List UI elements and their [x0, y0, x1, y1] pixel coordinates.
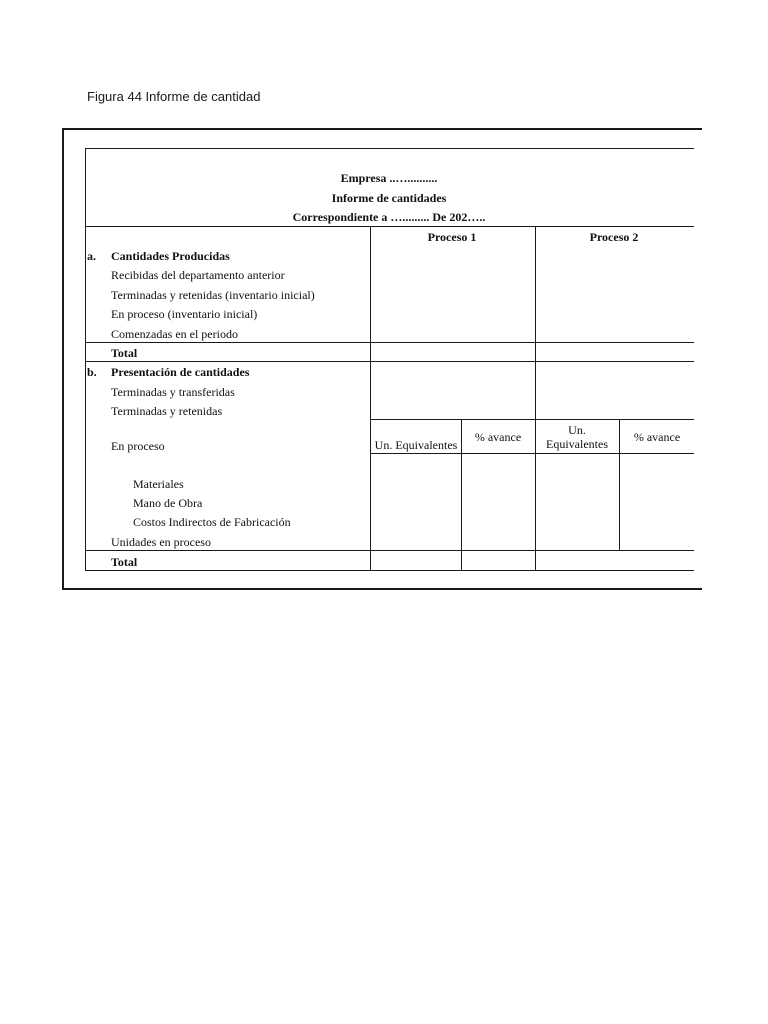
report-title: Informe de cantidades	[331, 191, 447, 205]
total-b-label: Total	[111, 555, 138, 569]
total-a-label: Total	[111, 346, 138, 360]
row-label: En proceso (inventario inicial)	[111, 307, 258, 321]
company-line: Empresa ..…..........	[340, 171, 438, 185]
column-proceso-1: Proceso 1	[427, 230, 477, 244]
sub-row-label: Materiales	[133, 477, 184, 491]
period-line: Correspondiente a …......... De 202…..	[292, 210, 486, 224]
section-b-title: Presentación de cantidades	[111, 365, 250, 379]
column-proceso-2: Proceso 2	[589, 230, 639, 244]
column-un-p2: Un.	[568, 423, 586, 437]
column-avance-p1: % avance	[474, 430, 522, 444]
figure-caption: Figura 44 Informe de cantidad	[87, 89, 261, 104]
section-a-marker: a.	[87, 249, 96, 263]
row-label: Terminadas y transferidas	[111, 385, 235, 399]
sub-row-label: Mano de Obra	[133, 496, 203, 510]
section-b-marker: b.	[87, 365, 97, 379]
column-equivalentes-p2: Equivalentes	[546, 437, 608, 451]
row-label: Recibidas del departamento anterior	[111, 268, 285, 282]
section-a-title: Cantidades Producidas	[111, 249, 230, 263]
row-label: Comenzadas en el periodo	[111, 327, 238, 341]
row-label: Terminadas y retenidas	[111, 404, 223, 418]
row-label: Terminadas y retenidas (inventario inicial)	[111, 288, 315, 302]
column-avance-p2: % avance	[633, 430, 681, 444]
sub-row-label: Costos Indirectos de Fabricación	[133, 515, 291, 529]
unidades-label: Unidades en proceso	[111, 535, 211, 549]
column-un-equivalentes-p1: Un. Equivalentes	[374, 438, 458, 452]
en-proceso-label: En proceso	[111, 439, 165, 453]
